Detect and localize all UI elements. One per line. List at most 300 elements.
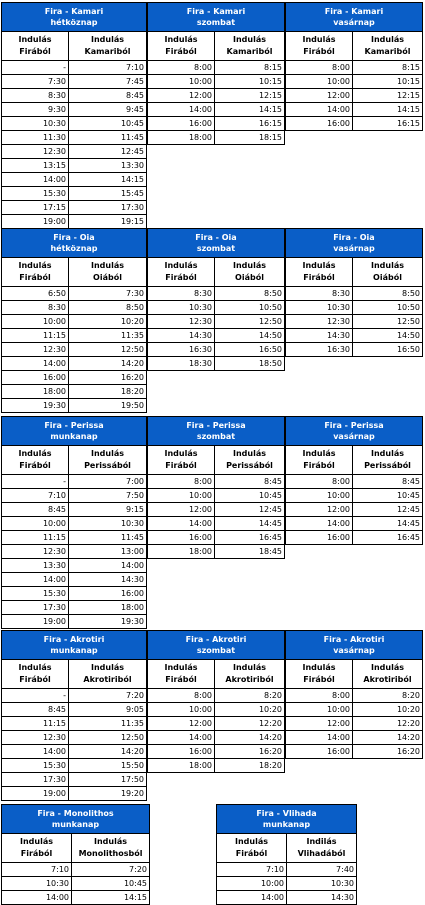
departure-fira-time: 12:00 <box>286 89 353 103</box>
departure-return-time: 16:50 <box>353 343 423 357</box>
timetable-title: Fira - Perissa szombat <box>148 417 285 446</box>
departure-fira-time: 16:30 <box>286 343 353 357</box>
column-header-departure-fira: Indulás Firából <box>148 446 215 475</box>
timetable-table <box>1 2 147 229</box>
departure-fira-time: 11:15 <box>2 329 69 343</box>
departure-fira-time: 10:30 <box>286 301 353 315</box>
table-row <box>148 475 285 489</box>
timetable-akrotiri-1 <box>147 630 285 773</box>
departure-return-time: 14:20 <box>69 745 147 759</box>
table-row <box>2 371 147 385</box>
departure-return-time: 7:00 <box>69 475 147 489</box>
table-row <box>2 773 147 787</box>
departure-return-time: 14:30 <box>69 573 147 587</box>
table-row <box>2 287 147 301</box>
table-row <box>148 531 285 545</box>
departure-fira-time: 19:00 <box>2 615 69 629</box>
table-row <box>2 863 150 877</box>
departure-return-time: 18:20 <box>215 759 285 773</box>
departure-return-time: 11:35 <box>69 717 147 731</box>
column-header-departure-return: Indulás Akrotiriból <box>69 660 147 689</box>
departure-fira-time: 8:00 <box>148 61 215 75</box>
departure-fira-time: 16:00 <box>148 745 215 759</box>
departure-return-time: 17:50 <box>69 773 147 787</box>
table-row <box>2 745 147 759</box>
departure-fira-time: 7:10 <box>2 863 72 877</box>
departure-fira-time: 14:00 <box>148 517 215 531</box>
table-row <box>2 173 147 187</box>
departure-return-time: 8:45 <box>69 89 147 103</box>
departure-return-time: 12:45 <box>353 503 423 517</box>
column-header-departure-return: Indulás Kamariból <box>353 32 423 61</box>
departure-return-time: 10:20 <box>353 703 423 717</box>
departure-fira-time: 19:30 <box>2 399 69 413</box>
table-row <box>148 759 285 773</box>
table-row <box>148 689 285 703</box>
departure-fira-time: - <box>2 61 69 75</box>
departure-fira-time: 12:00 <box>148 89 215 103</box>
departure-fira-time: 18:00 <box>148 131 215 145</box>
table-row <box>286 61 423 75</box>
timetable-table <box>285 630 423 759</box>
departure-return-time: 9:05 <box>69 703 147 717</box>
departure-fira-time: 16:30 <box>148 343 215 357</box>
departure-return-time: 8:20 <box>215 689 285 703</box>
table-row <box>2 131 147 145</box>
departure-return-time: 17:30 <box>69 201 147 215</box>
table-row <box>2 145 147 159</box>
timetable-title: Fira - Oia vasárnap <box>286 229 423 258</box>
table-row <box>286 531 423 545</box>
departure-return-time: 12:15 <box>215 89 285 103</box>
column-header-departure-fira: Indulás Firából <box>2 834 72 863</box>
departure-fira-time: 14:00 <box>2 173 69 187</box>
timetable-oia-1 <box>147 228 285 371</box>
departure-return-time: 11:45 <box>69 131 147 145</box>
departure-return-time: 10:15 <box>215 75 285 89</box>
table-row <box>148 731 285 745</box>
table-row <box>2 503 147 517</box>
timetable-table <box>1 630 147 801</box>
departure-return-time: 14:00 <box>69 559 147 573</box>
departure-return-time: 8:15 <box>215 61 285 75</box>
table-row <box>2 877 150 891</box>
table-row <box>148 703 285 717</box>
departure-fira-time: 10:00 <box>148 703 215 717</box>
departure-fira-time: 8:30 <box>148 287 215 301</box>
departure-fira-time: - <box>2 689 69 703</box>
timetable-kamari-0 <box>1 2 147 229</box>
table-row <box>2 357 147 371</box>
departure-return-time: 18:50 <box>215 357 285 371</box>
table-row <box>2 301 147 315</box>
table-row <box>2 475 147 489</box>
table-row <box>148 131 285 145</box>
departure-return-time: 12:20 <box>353 717 423 731</box>
departure-fira-time: 10:30 <box>148 301 215 315</box>
departure-return-time: 10:50 <box>215 301 285 315</box>
departure-return-time: 14:15 <box>72 891 150 905</box>
departure-fira-time: 8:45 <box>2 703 69 717</box>
table-row <box>148 489 285 503</box>
departure-return-time: 18:45 <box>215 545 285 559</box>
departure-return-time: 19:20 <box>69 787 147 801</box>
table-row <box>2 103 147 117</box>
table-row <box>286 315 423 329</box>
table-row <box>217 863 357 877</box>
timetable-table <box>216 804 357 905</box>
departure-return-time: 16:15 <box>215 117 285 131</box>
departure-fira-time: 6:50 <box>2 287 69 301</box>
timetable-title: Fira - Vlihada munkanap <box>217 805 357 834</box>
departure-return-time: 18:00 <box>69 601 147 615</box>
departure-fira-time: 11:30 <box>2 131 69 145</box>
column-header-departure-fira: Indulás Firából <box>148 32 215 61</box>
timetable-table <box>147 2 285 145</box>
departure-fira-time: 8:00 <box>286 475 353 489</box>
departure-return-time: 7:45 <box>69 75 147 89</box>
column-header-departure-return: Indilás Vlihadából <box>287 834 357 863</box>
table-row <box>2 703 147 717</box>
timetable-title: Fira - Akrotiri vasárnap <box>286 631 423 660</box>
table-row <box>148 517 285 531</box>
departure-return-time: 10:45 <box>353 489 423 503</box>
timetable-title: Fira - Oia hétköznap <box>2 229 147 258</box>
departure-return-time: 7:20 <box>72 863 150 877</box>
table-row <box>2 315 147 329</box>
departure-return-time: 15:45 <box>69 187 147 201</box>
timetable-table <box>147 228 285 371</box>
departure-fira-time: 17:15 <box>2 201 69 215</box>
departure-return-time: 9:15 <box>69 503 147 517</box>
departure-fira-time: 18:00 <box>148 759 215 773</box>
departure-fira-time: 16:00 <box>148 117 215 131</box>
table-row <box>2 89 147 103</box>
table-row <box>2 399 147 413</box>
column-header-departure-return: Indulás Akrotiriból <box>353 660 423 689</box>
departure-return-time: 10:50 <box>353 301 423 315</box>
departure-return-time: 8:50 <box>69 301 147 315</box>
column-header-departure-return: Indulás Perissából <box>69 446 147 475</box>
departure-fira-time: 15:30 <box>2 587 69 601</box>
departure-return-time: 7:10 <box>69 61 147 75</box>
departure-return-time: 13:00 <box>69 545 147 559</box>
table-row <box>2 187 147 201</box>
table-row <box>286 343 423 357</box>
table-row <box>217 877 357 891</box>
departure-fira-time: 17:30 <box>2 773 69 787</box>
departure-return-time: 16:20 <box>215 745 285 759</box>
departure-return-time: 12:45 <box>215 503 285 517</box>
departure-fira-time: 12:30 <box>286 315 353 329</box>
timetable-table <box>1 416 147 629</box>
departure-fira-time: 19:00 <box>2 787 69 801</box>
departure-return-time: 14:20 <box>353 731 423 745</box>
timetable-table <box>285 228 423 357</box>
departure-fira-time: 12:00 <box>148 503 215 517</box>
table-row <box>2 343 147 357</box>
departure-fira-time: 18:00 <box>148 545 215 559</box>
table-row <box>286 75 423 89</box>
table-row <box>286 489 423 503</box>
column-header-departure-fira: Indulás Firából <box>286 258 353 287</box>
table-row <box>148 301 285 315</box>
departure-return-time: 19:30 <box>69 615 147 629</box>
column-header-departure-fira: Indulás Firából <box>286 446 353 475</box>
departure-fira-time: 11:15 <box>2 717 69 731</box>
timetable-title: Fira - Kamari szombat <box>148 3 285 32</box>
departure-return-time: 14:20 <box>215 731 285 745</box>
table-row <box>2 159 147 173</box>
departure-return-time: 8:45 <box>215 475 285 489</box>
table-row <box>286 503 423 517</box>
table-row <box>148 357 285 371</box>
departure-fira-time: 8:30 <box>2 301 69 315</box>
departure-fira-time: 8:00 <box>148 475 215 489</box>
departure-fira-time: 10:00 <box>286 489 353 503</box>
departure-fira-time: 10:00 <box>2 517 69 531</box>
departure-return-time: 14:15 <box>69 173 147 187</box>
table-row <box>286 301 423 315</box>
departure-return-time: 18:20 <box>69 385 147 399</box>
table-row <box>2 615 147 629</box>
timetable-table <box>285 416 423 545</box>
table-row <box>2 731 147 745</box>
departure-fira-time: 15:30 <box>2 759 69 773</box>
table-row <box>2 489 147 503</box>
column-header-departure-fira: Indulás Firából <box>217 834 287 863</box>
departure-return-time: 10:15 <box>353 75 423 89</box>
timetable-title: Fira - Akrotiri szombat <box>148 631 285 660</box>
table-row <box>2 329 147 343</box>
column-header-departure-return: Indulás Oiából <box>69 258 147 287</box>
departure-return-time: 10:45 <box>215 489 285 503</box>
departure-fira-time: 17:30 <box>2 601 69 615</box>
departure-return-time: 19:15 <box>69 215 147 229</box>
table-row <box>148 61 285 75</box>
departure-fira-time: 9:30 <box>2 103 69 117</box>
departure-fira-time: 16:00 <box>286 117 353 131</box>
timetable-title: Fira - Oia szombat <box>148 229 285 258</box>
column-header-departure-fira: Indulás Firából <box>2 660 69 689</box>
departure-fira-time: 10:00 <box>148 75 215 89</box>
table-row <box>286 103 423 117</box>
table-row <box>2 587 147 601</box>
table-row <box>286 689 423 703</box>
departure-return-time: 7:50 <box>69 489 147 503</box>
table-row <box>148 545 285 559</box>
departure-fira-time: 18:00 <box>2 385 69 399</box>
departure-fira-time: 12:00 <box>286 503 353 517</box>
departure-fira-time: 12:00 <box>148 717 215 731</box>
table-row <box>286 287 423 301</box>
departure-return-time: 12:50 <box>69 731 147 745</box>
departure-fira-time: 10:30 <box>2 117 69 131</box>
timetable-oia-2 <box>285 228 423 357</box>
departure-return-time: 8:45 <box>353 475 423 489</box>
table-row <box>148 315 285 329</box>
departure-return-time: 10:20 <box>215 703 285 717</box>
table-row <box>2 117 147 131</box>
column-header-departure-fira: Indulás Firából <box>148 258 215 287</box>
timetable-perissa-1 <box>147 416 285 559</box>
departure-fira-time: 7:30 <box>2 75 69 89</box>
timetable-monolithos-vlihada-0 <box>1 804 150 905</box>
table-row <box>2 61 147 75</box>
table-row <box>2 215 147 229</box>
column-header-departure-return: Indulás Oiából <box>353 258 423 287</box>
timetable-table <box>285 2 423 131</box>
departure-fira-time: 12:30 <box>2 343 69 357</box>
column-header-departure-return: Indulás Kamariból <box>69 32 147 61</box>
departure-return-time: 14:15 <box>215 103 285 117</box>
table-row <box>286 517 423 531</box>
timetable-kamari-1 <box>147 2 285 145</box>
departure-fira-time: 14:00 <box>286 517 353 531</box>
departure-fira-time: 8:30 <box>286 287 353 301</box>
table-row <box>148 89 285 103</box>
departure-return-time: 13:30 <box>69 159 147 173</box>
table-row <box>286 731 423 745</box>
departure-fira-time: 12:30 <box>2 545 69 559</box>
departure-fira-time: 14:00 <box>2 357 69 371</box>
departure-return-time: 16:15 <box>353 117 423 131</box>
table-row <box>2 75 147 89</box>
table-row <box>2 891 150 905</box>
departure-return-time: 12:20 <box>215 717 285 731</box>
timetable-table <box>147 630 285 773</box>
departure-fira-time: 10:00 <box>148 489 215 503</box>
departure-return-time: 10:30 <box>69 517 147 531</box>
table-row <box>286 745 423 759</box>
departure-fira-time: 14:30 <box>148 329 215 343</box>
departure-return-time: 16:00 <box>69 587 147 601</box>
column-header-departure-fira: Indulás Firából <box>2 446 69 475</box>
table-row <box>2 573 147 587</box>
departure-fira-time: 12:00 <box>286 717 353 731</box>
departure-return-time: 12:45 <box>69 145 147 159</box>
table-row <box>2 201 147 215</box>
timetable-title: Fira - Monolithos munkanap <box>2 805 150 834</box>
column-header-departure-fira: Indulás Firából <box>2 32 69 61</box>
departure-return-time: 8:50 <box>215 287 285 301</box>
departure-return-time: 14:15 <box>353 103 423 117</box>
departure-return-time: 16:20 <box>353 745 423 759</box>
departure-return-time: 9:45 <box>69 103 147 117</box>
departure-return-time: 12:50 <box>69 343 147 357</box>
departure-return-time: 12:50 <box>215 315 285 329</box>
table-row <box>148 75 285 89</box>
timetable-akrotiri-2 <box>285 630 423 759</box>
timetable-table <box>147 416 285 559</box>
departure-return-time: 12:15 <box>353 89 423 103</box>
departure-fira-time: 14:00 <box>217 891 287 905</box>
table-row <box>2 545 147 559</box>
table-row <box>2 385 147 399</box>
column-header-departure-return: Indulás Akrotiriból <box>215 660 285 689</box>
departure-fira-time: 8:00 <box>286 689 353 703</box>
departure-fira-time: 15:30 <box>2 187 69 201</box>
table-row <box>286 475 423 489</box>
departure-return-time: 16:50 <box>215 343 285 357</box>
departure-fira-time: 8:30 <box>2 89 69 103</box>
column-header-departure-fira: Indulás Firából <box>286 660 353 689</box>
timetable-monolithos-vlihada-1 <box>216 804 357 905</box>
table-row <box>148 717 285 731</box>
departure-return-time: 15:50 <box>69 759 147 773</box>
table-row <box>286 329 423 343</box>
timetable-perissa-2 <box>285 416 423 545</box>
timetable-table <box>1 804 150 905</box>
departure-fira-time: 14:30 <box>286 329 353 343</box>
departure-return-time: 11:45 <box>69 531 147 545</box>
departure-fira-time: - <box>2 475 69 489</box>
table-row <box>2 531 147 545</box>
departure-fira-time: 10:00 <box>217 877 287 891</box>
column-header-departure-return: Indulás Kamariból <box>215 32 285 61</box>
departure-fira-time: 12:30 <box>148 315 215 329</box>
column-header-departure-fira: Indulás Firából <box>2 258 69 287</box>
table-row <box>2 787 147 801</box>
table-row <box>2 517 147 531</box>
departure-fira-time: 11:15 <box>2 531 69 545</box>
departure-return-time: 8:20 <box>353 689 423 703</box>
table-row <box>2 717 147 731</box>
departure-return-time: 10:45 <box>69 117 147 131</box>
departure-fira-time: 7:10 <box>2 489 69 503</box>
departure-fira-time: 12:30 <box>2 731 69 745</box>
timetable-title: Fira - Perissa munkanap <box>2 417 147 446</box>
table-row <box>148 343 285 357</box>
timetable-title: Fira - Akrotiri munkanap <box>2 631 147 660</box>
table-row <box>2 689 147 703</box>
departure-fira-time: 10:00 <box>286 703 353 717</box>
timetable-akrotiri-0 <box>1 630 147 801</box>
departure-fira-time: 14:00 <box>148 103 215 117</box>
table-row <box>148 103 285 117</box>
departure-return-time: 10:45 <box>72 877 150 891</box>
table-row <box>217 891 357 905</box>
departure-return-time: 11:35 <box>69 329 147 343</box>
departure-return-time: 14:50 <box>353 329 423 343</box>
departure-return-time: 12:50 <box>353 315 423 329</box>
timetable-title: Fira - Kamari vasárnap <box>286 3 423 32</box>
timetable-perissa-0 <box>1 416 147 629</box>
departure-return-time: 7:20 <box>69 689 147 703</box>
timetable-title: Fira - Perissa vasárnap <box>286 417 423 446</box>
departure-return-time: 10:30 <box>287 877 357 891</box>
departure-return-time: 14:50 <box>215 329 285 343</box>
departure-fira-time: 8:45 <box>2 503 69 517</box>
table-row <box>2 759 147 773</box>
departure-fira-time: 16:00 <box>286 531 353 545</box>
departure-return-time: 8:15 <box>353 61 423 75</box>
departure-fira-time: 8:00 <box>286 61 353 75</box>
departure-return-time: 19:50 <box>69 399 147 413</box>
table-row <box>2 601 147 615</box>
departure-return-time: 18:15 <box>215 131 285 145</box>
timetable-kamari-2 <box>285 2 423 131</box>
departure-fira-time: 19:00 <box>2 215 69 229</box>
departure-fira-time: 10:00 <box>286 75 353 89</box>
departure-fira-time: 8:00 <box>148 689 215 703</box>
table-row <box>148 117 285 131</box>
departure-fira-time: 10:30 <box>2 877 72 891</box>
column-header-departure-fira: Indulás Firából <box>286 32 353 61</box>
column-header-departure-return: Indulás Monolithosból <box>72 834 150 863</box>
departure-return-time: 14:20 <box>69 357 147 371</box>
departure-fira-time: 14:00 <box>2 573 69 587</box>
